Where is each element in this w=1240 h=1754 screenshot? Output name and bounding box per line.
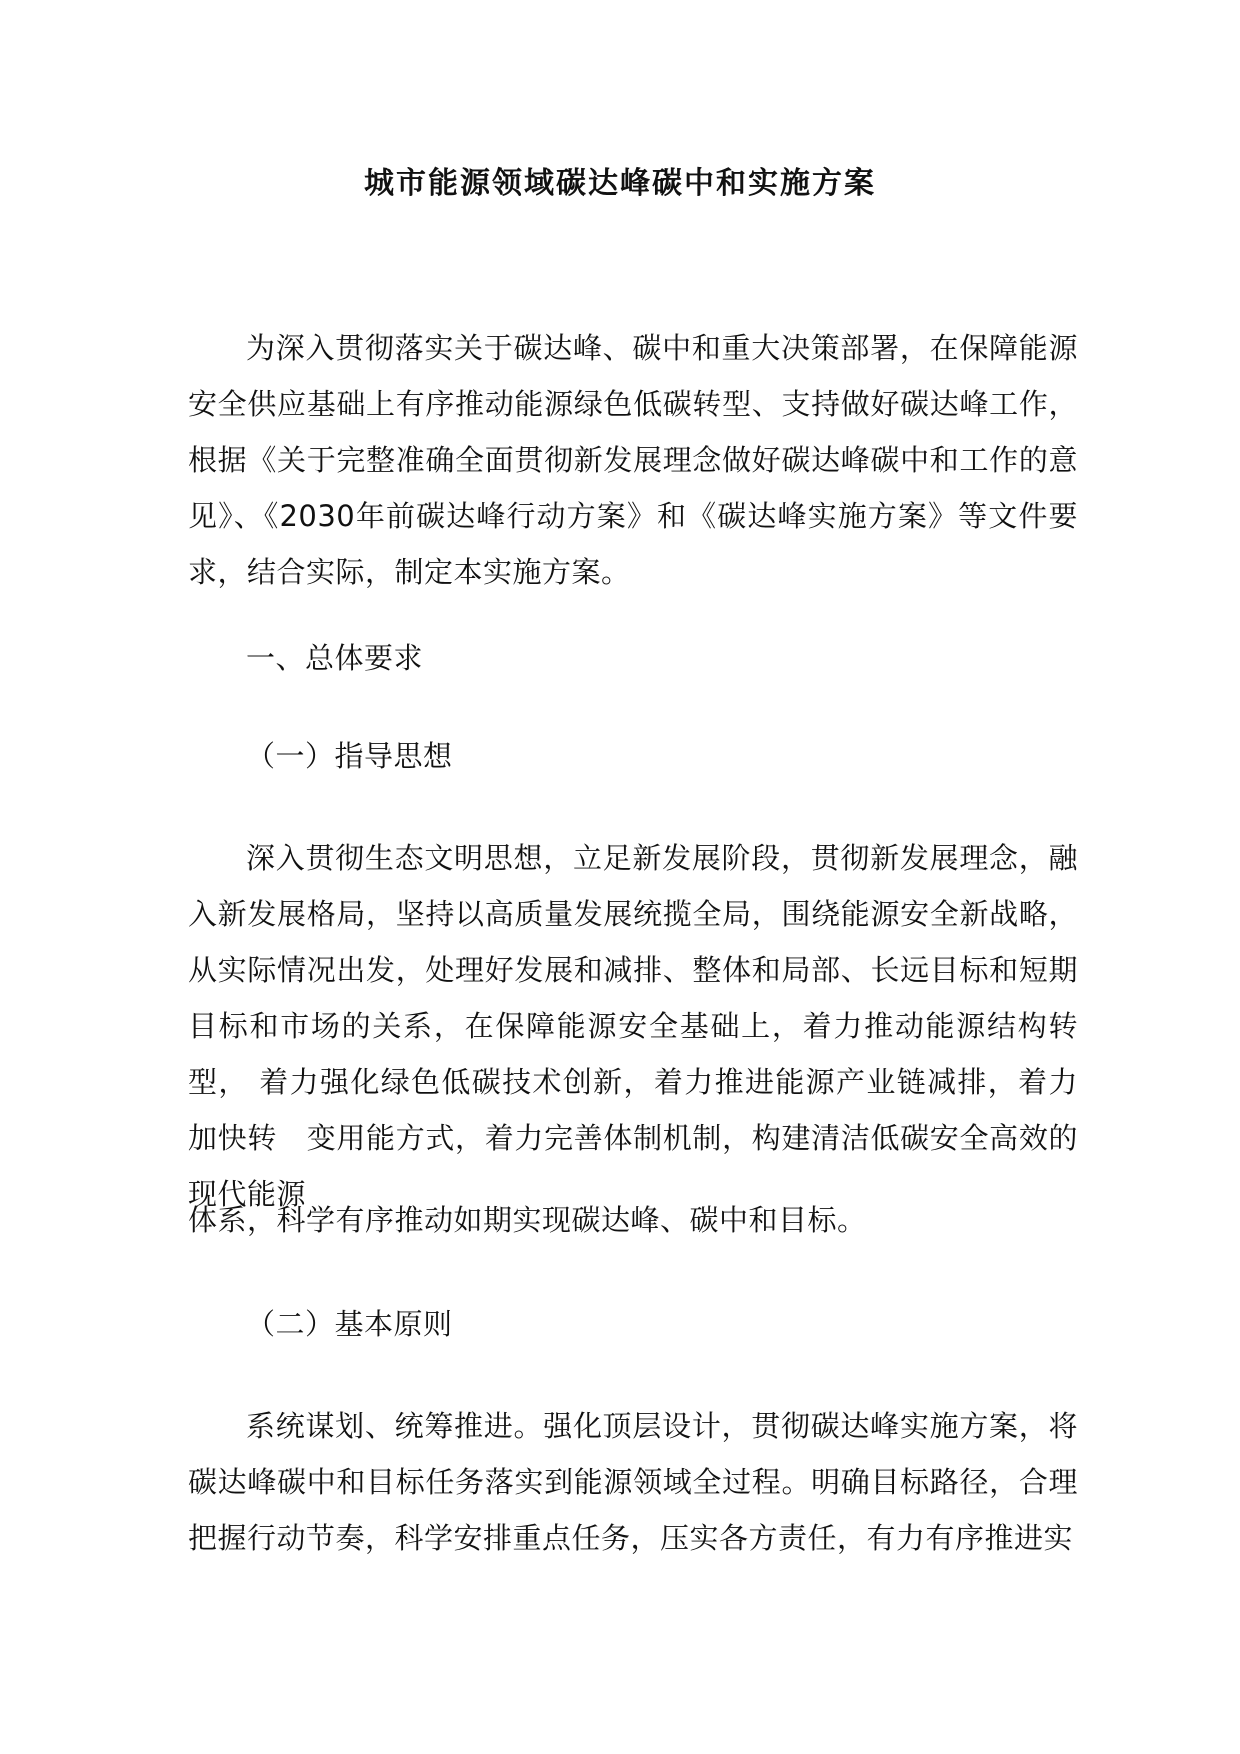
section-heading-general-requirements: 一、总体要求 (246, 641, 424, 675)
basic-principles-paragraph: 系统谋划、统筹推进。强化顶层设计，贯彻碳达峰实施方案，将碳达峰碳中和目标任务落实到能源领域全过程。明确目标路径，合理把握行动节奏，科学安排重点任务，压实各方责任，有力有序推进实 (188, 1409, 1078, 1555)
subsection-heading-basic-principles: （二）基本原则 (246, 1307, 453, 1341)
subsection-heading-guiding-ideology: （一）指导思想 (246, 739, 453, 773)
document-title: 城市能源领域碳达峰碳中和实施方案 (364, 166, 876, 201)
intro-paragraph: 为深入贯彻落实关于碳达峰、碳中和重大决策部署，在保障能源安全供应基础上有序推动能源绿色低碳转型、支持做好碳达峰工作，根据《关于完整准确全面贯彻新发展理念做好碳达峰碳中和工作的意见》、《2030年前碳达峰行动方案》和《碳达峰实施方案》等文件要求，结合实际，制定本实施方案。 (188, 331, 1078, 589)
guiding-ideology-paragraph: 深入贯彻生态文明思想，立足新发展阶段，贯彻新发展理念，融入新发展格局，坚持以高质量发展统揽全局，围绕能源安全新战略，从实际情况出发，处理好发展和减排、整体和局部、长远目标和短期目标和市场的关系，在保障能源安全基础上，着力推动能源结构转型， 着力强化绿色低碳技术创新，着力推进能源产业链减排，着力加快转 变用能方式，着力完善体制机制，构建清洁低碳安全高效的现代能源 (188, 841, 1078, 1211)
guiding-ideology-paragraph-continued: 体系，科学有序推动如期实现碳达峰、碳中和目标。 (188, 1203, 867, 1237)
